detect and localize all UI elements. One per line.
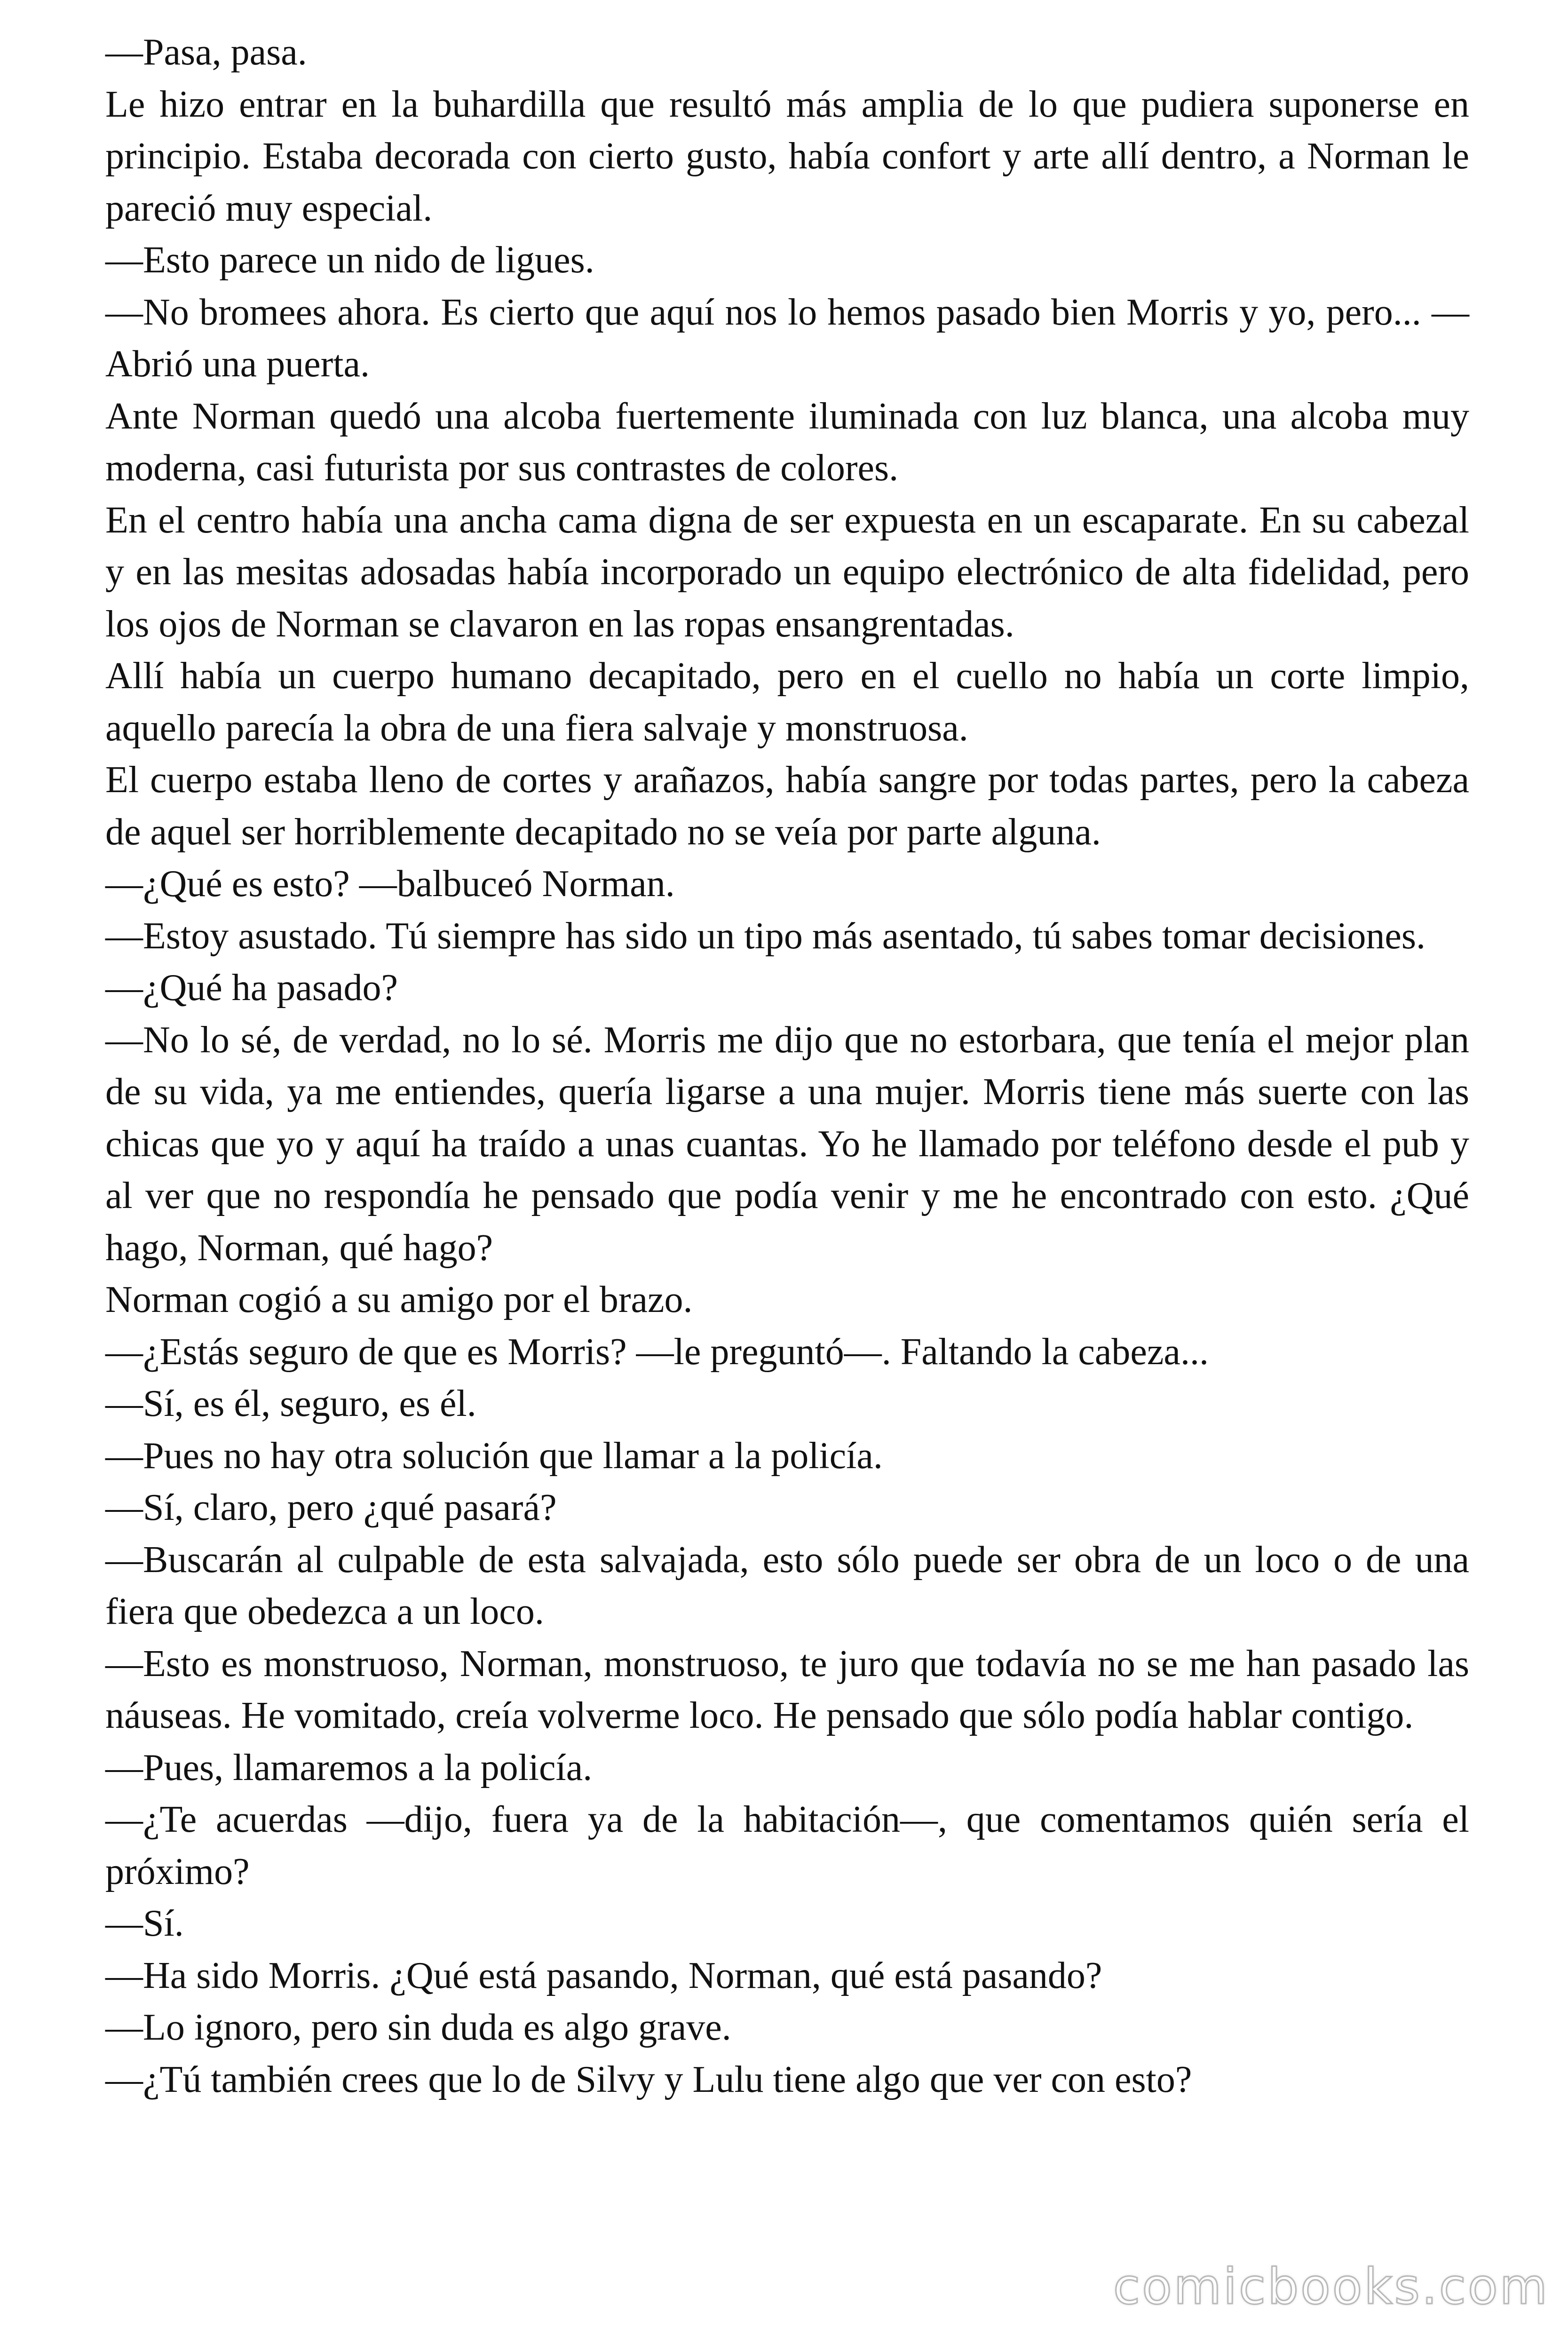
paragraph: —Esto es monstruoso, Norman, monstruoso, te juro que todavía no se me han pasado las náuseas. He vomitado, creía volverme loco. He pensado que sólo podía hablar contigo.: [105, 1643, 1469, 1736]
watermark-logo: comicbooks.com: [1113, 2258, 1549, 2315]
paragraph: El cuerpo estaba lleno de cortes y arañazos, había sangre por todas partes, pero la cabeza de aquel ser horriblemente decapitado no se veía por parte alguna.: [105, 759, 1469, 853]
paragraph: —Sí.: [105, 1903, 184, 1944]
paragraph: —Sí, es él, seguro, es él.: [105, 1383, 476, 1424]
paragraph: Allí había un cuerpo humano decapitado, pero en el cuello no había un corte limpio, aquello parecía la obra de una fiera salvaje y monstruosa.: [105, 655, 1469, 749]
paragraph: En el centro había una ancha cama digna de ser expuesta en un escaparate. En su cabezal y en las mesitas adosadas había incorporado un equipo electrónico de alta fidelidad, pero los ojos de Norman se clavaron en las ropas ensangrentadas.: [105, 499, 1469, 645]
paragraph: —No lo sé, de verdad, no lo sé. Morris me dijo que no estorbara, que tenía el mejor plan de su vida, ya me entiendes, quería ligarse a una mujer. Morris tiene más suerte con las chicas que yo y aquí ha traído a unas cuantas. Yo he llamado por teléfono desde el pub y al ver que no respondía he pensado que podía venir y me he encontrado con esto. ¿Qué hago, Norman, qué hago?: [105, 1019, 1469, 1269]
paragraph: —Buscarán al culpable de esta salvajada, esto sólo puede ser obra de un loco o de una fiera que obedezca a un loco.: [105, 1539, 1469, 1632]
paragraph: —¿Qué es esto? —balbuceó Norman.: [105, 863, 675, 905]
paragraph: —¿Qué ha pasado?: [105, 967, 398, 1009]
paragraph: —Pues, llamaremos a la policía.: [105, 1747, 593, 1788]
paragraph: —Pasa, pasa.: [105, 32, 307, 73]
paragraph: —Lo ignoro, pero sin duda es algo grave.: [105, 2007, 731, 2048]
paragraph: Le hizo entrar en la buhardilla que resultó más amplia de lo que pudiera suponerse en principio. Estaba decorada con cierto gusto, había confort y arte allí dentro, a Norman le pareció muy especial.: [105, 83, 1469, 229]
paragraph: —No bromees ahora. Es cierto que aquí nos lo hemos pasado bien Morris y yo, pero... —Abrió una puerta.: [105, 291, 1469, 385]
paragraph: —Pues no hay otra solución que llamar a la policía.: [105, 1435, 883, 1477]
paragraph: —Sí, claro, pero ¿qué pasará?: [105, 1487, 557, 1528]
paragraph: —Ha sido Morris. ¿Qué está pasando, Norman, qué está pasando?: [105, 1955, 1102, 1996]
book-page-text: [105, 26, 1469, 2106]
paragraph: —Estoy asustado. Tú siempre has sido un tipo más asentado, tú sabes tomar decisiones.: [105, 915, 1425, 957]
paragraph: —Esto parece un nido de ligues.: [105, 239, 594, 281]
paragraph: —¿Tú también crees que lo de Silvy y Lulu tiene algo que ver con esto?: [105, 2058, 1192, 2100]
paragraph: Norman cogió a su amigo por el brazo.: [105, 1279, 693, 1320]
paragraph: Ante Norman quedó una alcoba fuertemente iluminada con luz blanca, una alcoba muy moderna, casi futurista por sus contrastes de colores.: [105, 395, 1469, 489]
paragraph: —¿Estás seguro de que es Morris? —le preguntó—. Faltando la cabeza...: [105, 1331, 1209, 1373]
paragraph: —¿Te acuerdas —dijo, fuera ya de la habitación—, que comentamos quién sería el próximo?: [105, 1799, 1469, 1892]
